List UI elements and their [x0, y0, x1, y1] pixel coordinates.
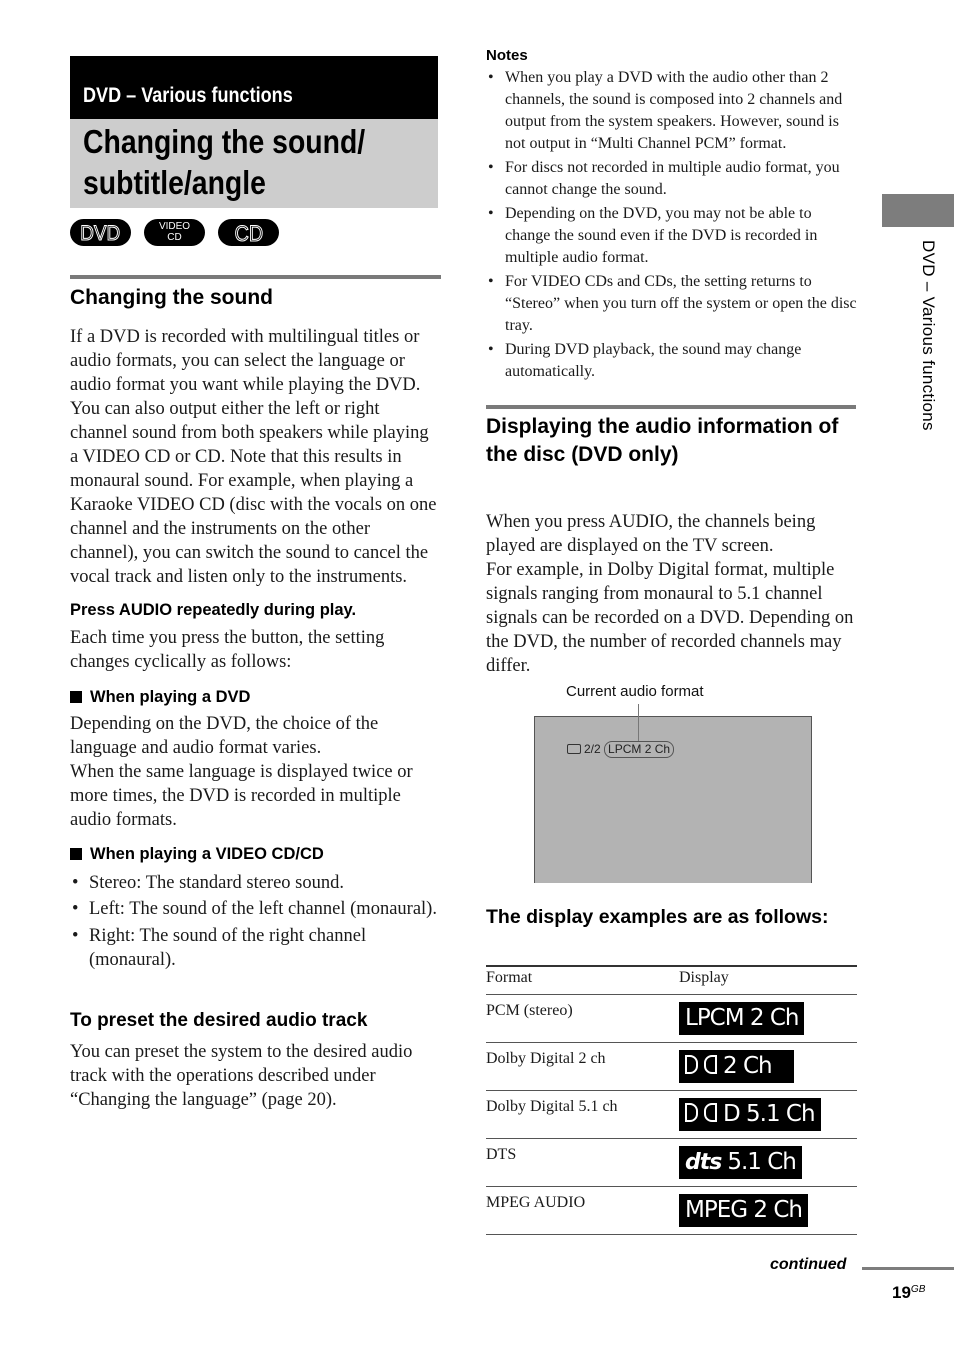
list-item: • Stereo: The standard stereo sound.	[70, 871, 441, 895]
section-rule	[486, 405, 856, 409]
step-instruction: Press AUDIO repeatedly during play.	[70, 601, 357, 619]
table-row	[486, 994, 857, 1042]
format-cell: PCM (stereo)	[486, 1001, 573, 1019]
display-cell	[679, 1090, 857, 1138]
note-item: • For VIDEO CDs and CDs, the setting returns to “Stereo” when you turn off the system or open the disc tray.	[486, 271, 858, 337]
audio-info-paragraph: When you press AUDIO, the channels being played are displayed on the TV screen. For example, in Dolby Digital format, multiple signals ranging from monaural to 5.1 channel signals can be recorded on a DVD. Depending on the DVD, the number of recorded channels may differ.	[486, 512, 854, 676]
tv-screen	[534, 716, 812, 883]
side-tab-marker	[882, 194, 954, 227]
osd-track: 2/2	[584, 742, 601, 756]
lcd-display: LPCM 2 Ch	[679, 1002, 804, 1035]
page-number: $19^{GB}$	[892, 1283, 926, 1302]
dvd-subheading: When playing a DVD	[70, 686, 441, 708]
side-tab-label: DVD – Various functions	[919, 240, 938, 431]
continued-rule	[862, 1267, 954, 1270]
page-title-block	[70, 119, 438, 208]
osd-audio-display	[567, 741, 674, 758]
audio-info-heading: Displaying the audio information of the disc (DVD only)	[486, 415, 839, 466]
section-rule	[70, 275, 441, 279]
figure-leader-line	[638, 704, 639, 741]
vcd-subheading: When playing a VIDEO CD/CD	[70, 843, 441, 865]
dvd-badge: DVD	[70, 219, 131, 246]
vcd-list	[70, 871, 441, 972]
note-item: • During DVD playback, the sound may change automatically.	[486, 339, 858, 383]
format-cell: DTS	[486, 1145, 517, 1163]
page-title: Changing the sound/ subtitle/angle	[83, 123, 366, 201]
preset-heading: To preset the desired audio track	[70, 1010, 368, 1031]
note-item: • Depending on the DVD, you may not be able to change the sound even if the DVD is recorded in multiple audio format.	[486, 203, 858, 269]
notes-title: Notes	[486, 47, 528, 64]
notes-list	[486, 67, 858, 383]
examples-heading: The display examples are as follows:	[486, 906, 829, 928]
list-item: • Right: The sound of the right channel (monaural).	[70, 924, 441, 972]
table-header-row	[486, 966, 857, 994]
table-row	[486, 1138, 857, 1186]
dts-logo-icon: dts	[685, 1149, 722, 1175]
display-examples-table	[486, 965, 857, 1235]
display-cell	[679, 1186, 857, 1234]
dvd-paragraph: Depending on the DVD, the choice of the language and audio format varies. When the same language is displayed twice or more times, the DVD is recorded in multiple audio formats.	[70, 714, 413, 830]
changing-sound-heading: Changing the sound	[70, 286, 273, 309]
display-cell	[679, 994, 857, 1042]
format-cell: MPEG AUDIO	[486, 1193, 586, 1211]
dolby-logo-icon	[685, 1055, 717, 1076]
note-item: • When you play a DVD with the audio other than 2 channels, the sound is composed into 2 channels and output from the system speakers. However, sound is not output in “Multi Channel PCM” format.	[486, 67, 858, 155]
continued-label: continued	[770, 1256, 847, 1273]
step-description: Each time you press the button, the setting changes cyclically as follows:	[70, 628, 385, 672]
square-bullet-icon	[70, 848, 82, 860]
section-title: DVD – Various functions	[83, 84, 293, 107]
display-cell	[679, 1138, 857, 1186]
column-header: Display	[679, 969, 729, 986]
section-header-bar	[70, 56, 438, 119]
table-row	[486, 1186, 857, 1234]
table-row	[486, 1090, 857, 1138]
speech-bubble-icon	[567, 744, 581, 754]
lcd-display: 2 Ch	[679, 1050, 794, 1083]
note-item: • For discs not recorded in multiple audio format, you cannot change the sound.	[486, 157, 858, 201]
square-bullet-icon	[70, 691, 82, 703]
lcd-display: MPEG 2 Ch	[679, 1194, 808, 1227]
intro-paragraph: If a DVD is recorded with multilingual titles or audio formats, you can select the language or audio format you want while playing the DVD. You can also output either the left or right channel sound from both speakers while playing a VIDEO CD or CD. Note that this results in monaural sound. For example, when playing a Karaoke VIDEO CD (disc with the vocals on one channel and the instruments on the other channel), you can switch the sound to cancel the vocal track and listen only to the instruments.	[70, 327, 437, 587]
cd-badge: CD	[218, 219, 279, 246]
column-header: Format	[486, 969, 533, 986]
video-cd-badge: VIDEO CD	[144, 219, 205, 246]
lcd-display: dts 5.1 Ch	[679, 1146, 802, 1179]
lcd-display: D 5.1 Ch	[679, 1098, 821, 1131]
dolby-logo-icon	[685, 1103, 717, 1124]
list-item: • Left: The sound of the left channel (monaural).	[70, 897, 441, 921]
display-cell	[679, 1042, 857, 1090]
format-cell: Dolby Digital 2 ch	[486, 1049, 606, 1067]
preset-paragraph: You can preset the system to the desired audio track with the operations described under “Changing the language” (page 20).	[70, 1042, 413, 1110]
table-row	[486, 1042, 857, 1090]
osd-format: LPCM 2 Ch	[604, 741, 674, 758]
format-cell: Dolby Digital 5.1 ch	[486, 1097, 618, 1115]
figure-label: Current audio format	[566, 683, 704, 700]
